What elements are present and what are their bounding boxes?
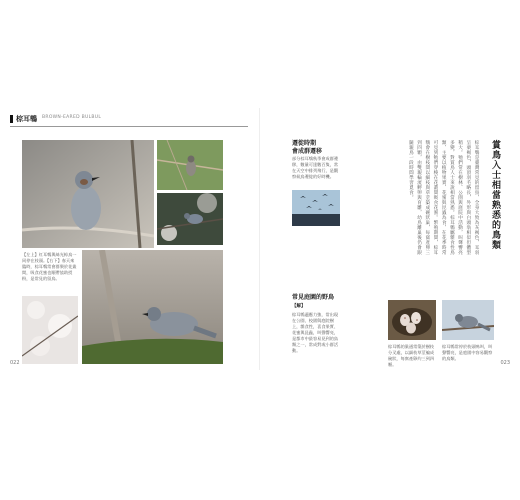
right-page	[260, 108, 510, 370]
sidebar-migration-body: 部分棕耳鵯秋季會成群遷移，數量可達數百隻，常在天空中排列飛行，是觀察候鳥遷徙的好時機。	[292, 156, 339, 179]
photo-bulbul-on-branch	[22, 140, 154, 248]
photo-bulbul-perched	[442, 300, 494, 340]
page-number-left: 022	[10, 360, 20, 366]
photo-bulbul-twig	[157, 140, 223, 190]
header-marker	[10, 115, 13, 123]
header-title-cn: 棕耳鵯	[16, 114, 37, 123]
book-spread	[10, 108, 510, 370]
photo-caption: 【左上】紅耳鵯與絲光椋鳥一同停在枝頭。【右下】春天來臨時，棕耳鵯常會群聚於花叢間，吸食花蜜也順帶協助授粉，是常見的留鳥。	[22, 252, 77, 281]
header-rule	[10, 126, 248, 127]
header-title-en: BROWN-EARED BULBUL	[42, 115, 102, 120]
bird-caption: 棕耳鵯常停於枝頭鳴叫，叫聲響亮，是庭園中容易觀察的鳥類。	[442, 344, 493, 361]
photo-bulbul-blossom	[157, 193, 223, 245]
photo-flock-sky	[292, 190, 340, 226]
page-number-right: 023	[500, 360, 510, 366]
sidebar-migration	[292, 140, 340, 180]
sidebar-migration-title: 遷徙時期 會成群遷移	[292, 140, 323, 155]
photo-cherry-blossom	[22, 296, 78, 364]
article-title: 賞鳥入士相當熟悉的鳥類	[490, 140, 500, 250]
left-page	[10, 108, 260, 370]
article-body: 棕耳鵯是臺灣常見的留鳥，全身大致為灰褐色，耳羽呈栗褐色，頭頂羽毛略長，外形與白頭翁相似但體型稍大。牠們常在樹林、公園與庭院中活動，叫聲響亮多變，對賞鳥人士來說相當熟悉。棕耳鵯屬雜食性鳥類，主要以植物果實、花蜜與昆蟲為食，在花季時常可見到牠們穿梭在花叢間吸食花蜜。繁殖期間，棕耳鵯會在樹枝間以細枝與草莖築成碗狀巢，每窩產卵三到四顆，由雙親輪流孵卵與育雛，幼鳥離巢後仍會跟隨親鳥一段時間學習覓食。	[408, 140, 479, 255]
sidebar-garden-body: 棕耳鵯適應力強，常出現在公園、校園與庭院樹上，雜食性，喜食果實、花蜜與昆蟲，叫聲響亮，是都市中最容易見到的鳥類之一，常成對或小群活動。	[292, 312, 339, 353]
photo-bulbul-on-moss	[82, 250, 223, 364]
sidebar-garden-bird	[292, 294, 340, 354]
sidebar-garden-tag: 【解】	[292, 304, 306, 309]
nest-caption: 棕耳鵯的巢通常築於樹枝分叉處，以細枝草莖編成碗狀，每窩產卵約三到四顆。	[388, 344, 435, 367]
sidebar-garden-title: 常見庭園的野鳥	[292, 294, 335, 301]
photo-nest-eggs	[388, 300, 436, 340]
